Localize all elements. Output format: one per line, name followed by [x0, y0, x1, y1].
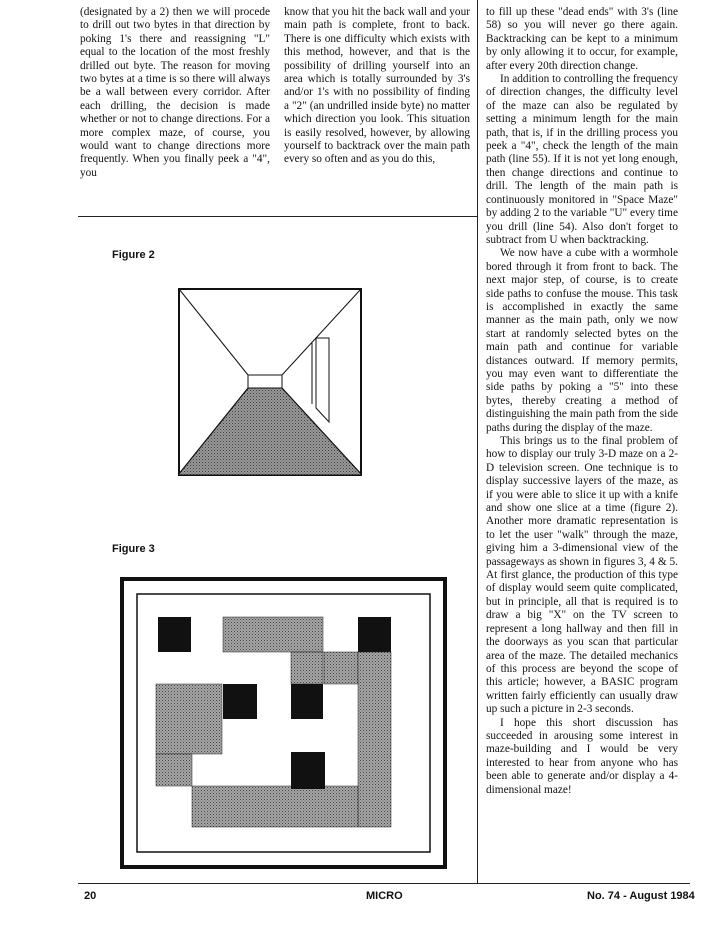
figure-3-maze-slice: [120, 577, 447, 869]
figure-3-caption: Figure 3: [112, 543, 155, 555]
solid-block: [223, 684, 257, 719]
page-number: 20: [84, 890, 97, 902]
article-column-1: [80, 6, 270, 180]
paragraph: know that you hit the back wall and your main path is complete, front to back. There is one difficulty which exists with this method, however, and that is the possibility of drilling yourself into an area which is totally surrounded by 3's and/or 1's with no possibility of finding a "2" (an undrilled inside byte) no matter which direction you look. This situation is easily resolved, however, by allowing yourself to backtrack over the main path every so often and as you do this,: [284, 6, 470, 166]
paragraph: to fill up these "dead ends" with 3's (line 58) so you will never go there again. Backtracking can be kept to a minimum by only allowing it to occur, for example, after every 20th direction change.: [486, 6, 678, 72]
article-column-3: [486, 6, 678, 797]
shaded-block: [358, 652, 391, 827]
shaded-block: [223, 617, 323, 652]
paragraph: In addition to controlling the frequency of direction changes, the difficulty level of the maze can also be regulated by setting a minimum length for the main path, that is, if in the drilling process you peek a "4", check the length of the main path (line 55). If it is not yet long enough, then change directions and continue to drill. The length of the main path is continuously monitored in "Space Maze" by adding 2 to the variable "U" every time you drill (line 54). Also don't forget to subtract from U when backtracking.: [486, 73, 678, 246]
paragraph: We now have a cube with a wormhole bored through it from front to back. The next major step, of course, is to create side paths to confuse the mouse. This task is accomplished in exactly the same manner as the main path, only we now start at randomly selected bytes on the main path and continue for variable distances outward. If memory permits, you may even want to differentiate the side paths by poking a "5" into these bytes, thereby creating a method of distinguishing the main path from the side paths during the display of the maze.: [486, 247, 678, 434]
side-doorway: [316, 338, 329, 422]
article-column-2: [284, 6, 470, 167]
magazine-name: MICRO: [366, 890, 403, 902]
solid-block: [158, 617, 191, 652]
figure-box-top-rule: [78, 216, 478, 217]
solid-block: [358, 617, 391, 652]
shaded-block: [156, 684, 222, 754]
paragraph: This brings us to the final problem of how to display our truly 3-D maze on a 2-D television screen. One technique is to display successive layers of the maze, as if you were able to slice it up with a knife and show one slice at a time (figure 2). Another more dramatic representation is to let the user "walk" through the maze, giving him a 3-dimensional view of the passageways as shown in figures 3, 4 & 5. At first glance, the production of this type of display would seem quite complicated, but in principle, all that is required is to draw a big "X" on the TV screen to represent a long hallway and then fill in the doorways as you scan that particular area of the maze. The detailed mechanics of this process are beyond the scope of this article; however, a BASIC program written fairly efficiently can usually draw up such a picture in 2-3 seconds.: [486, 435, 678, 716]
shaded-block: [192, 786, 358, 827]
issue-info: No. 74 - August 1984: [587, 890, 695, 902]
solid-block: [291, 684, 323, 719]
far-wall: [248, 375, 282, 388]
footer-rule: [78, 883, 690, 884]
figure-2-caption: Figure 2: [112, 249, 155, 261]
shaded-block: [156, 754, 192, 786]
paragraph: (designated by a 2) then we will procede to drill out two bytes in that direction by poking 1's there and reassigning "L" equal to the location of the most freshly drilled out byte. The reason for moving two bytes at a time is so there will always be a wall between every corridor. After each drilling, the decision is made whether or not to change directions. For a more complex maze, of course, you would want to change directions more frequently. When you finally peek a "4", you: [80, 6, 270, 179]
figure-2-hallway-illustration: [178, 288, 362, 476]
paragraph: I hope this short discussion has succeeded in arousing some interest in maze-building and I would be very interested to hear from anyone who has been able to generate and/or display a 4-dimensional maze!: [486, 716, 678, 796]
column-divider: [477, 0, 478, 883]
shaded-block: [324, 652, 358, 684]
shaded-block: [291, 652, 323, 684]
solid-block: [291, 752, 325, 789]
